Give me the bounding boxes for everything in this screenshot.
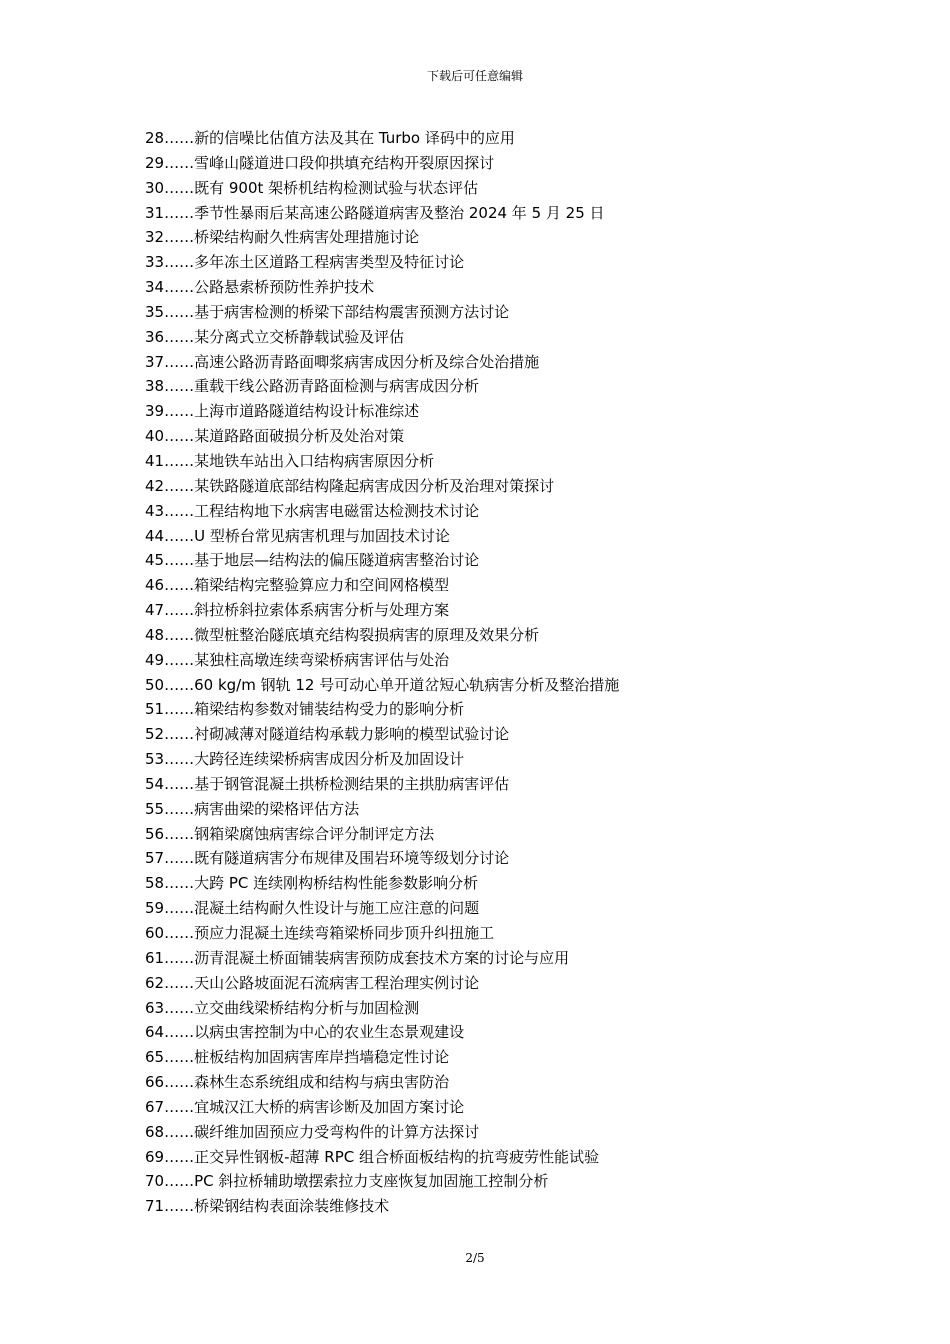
page-header	[0, 68, 950, 84]
toc-item: 47……斜拉桥斜拉索体系病害分析与处理方案	[145, 601, 450, 620]
toc-item: 42……某铁路隧道底部结构隆起病害成因分析及治理对策探讨	[145, 476, 555, 495]
toc-item: 38……重载干线公路沥青路面检测与病害成因分析	[145, 377, 480, 396]
page-number: 2/5	[465, 1251, 485, 1265]
toc-item: 56……钢箱梁腐蚀病害综合评分制评定方法	[145, 824, 435, 843]
toc-item: 57……既有隧道病害分布规律及围岩环境等级划分讨论	[145, 849, 510, 868]
toc-item: 39……上海市道路隧道结构设计标准综述	[145, 402, 420, 421]
toc-item: 29……雪峰山隧道进口段仰拱填充结构开裂原因探讨	[145, 153, 495, 172]
toc-item: 69……正交异性钢板-超薄 RPC 组合桥面板结构的抗弯疲劳性能试验	[145, 1147, 599, 1166]
toc-item: 54……基于钢管混凝土拱桥检测结果的主拱肋病害评估	[145, 774, 510, 793]
toc-item: 63……立交曲线梁桥结构分析与加固检测	[145, 998, 420, 1017]
toc-item: 31……季节性暴雨后某高速公路隧道病害及整治 2024 年 5 月 25 日	[145, 203, 605, 222]
toc-item: 28……新的信噪比估值方法及其在 Turbo 译码中的应用	[145, 129, 515, 147]
toc-item: 67……宜城汉江大桥的病害诊断及加固方案讨论	[145, 1097, 465, 1116]
toc-item: 46……箱梁结构完整验算应力和空间网格模型	[145, 576, 450, 595]
toc-item: 59……混凝土结构耐久性设计与施工应注意的问题	[145, 899, 480, 918]
toc-item: 55……病害曲梁的梁格评估方法	[145, 799, 360, 818]
toc-list	[145, 126, 865, 1219]
toc-item: 41……某地铁车站出入口结构病害原因分析	[145, 451, 435, 470]
toc-item: 30……既有 900t 架桥机结构检测试验与状态评估	[145, 178, 479, 197]
header-text: 下载后可任意编辑	[426, 69, 523, 83]
toc-item: 65……桩板结构加固病害库岸挡墙稳定性讨论	[145, 1048, 450, 1067]
toc-item: 43……工程结构地下水病害电磁雷达检测技术讨论	[145, 501, 480, 520]
toc-item: 32……桥梁结构耐久性病害处理措施讨论	[145, 228, 420, 247]
toc-item: 45……基于地层—结构法的偏压隧道病害整治讨论	[145, 551, 480, 570]
page-footer	[0, 1250, 950, 1266]
toc-item: 53……大跨径连续梁桥病害成因分析及加固设计	[145, 750, 465, 769]
toc-item: 60……预应力混凝土连续弯箱梁桥同步顶升纠扭施工	[145, 924, 495, 942]
toc-item: 52……衬砌减薄对隧道结构承载力影响的模型试验讨论	[145, 725, 510, 744]
toc-item: 62……天山公路坡面泥石流病害工程治理实例讨论	[145, 973, 480, 992]
toc-item: 51……箱梁结构参数对铺装结构受力的影响分析	[145, 700, 465, 719]
toc-item: 68……碳纤维加固预应力受弯构件的计算方法探讨	[145, 1122, 480, 1141]
toc-item: 44……U 型桥台常见病害机理与加固技术讨论	[145, 526, 450, 545]
toc-item: 70……PC 斜拉桥辅助墩摆索拉力支座恢复加固施工控制分析	[145, 1172, 549, 1191]
toc-item: 40……某道路路面破损分析及处治对策	[145, 427, 405, 446]
toc-item: 48……微型桩整治隧底填充结构裂损病害的原理及效果分析	[145, 625, 540, 644]
toc-item: 50……60 kg/m 钢轨 12 号可动心单开道岔短心轨病害分析及整治措施	[145, 675, 620, 694]
toc-item: 64……以病虫害控制为中心的农业生态景观建设	[145, 1023, 465, 1042]
toc-item: 71……桥梁钢结构表面涂装维修技术	[145, 1197, 390, 1216]
toc-item: 49……某独柱高墩连续弯梁桥病害评估与处治	[145, 650, 450, 669]
toc-item: 36……某分离式立交桥静载试验及评估	[145, 327, 405, 346]
toc-item: 33……多年冻土区道路工程病害类型及特征讨论	[145, 253, 465, 272]
toc-item: 37……高速公路沥青路面唧浆病害成因分析及综合处治措施	[145, 352, 540, 371]
toc-item: 61……沥青混凝土桥面铺装病害预防成套技术方案的讨论与应用	[145, 948, 570, 967]
toc-item: 35……基于病害检测的桥梁下部结构震害预测方法讨论	[145, 302, 510, 321]
toc-item: 34……公路悬索桥预防性养护技术	[145, 278, 375, 297]
toc-item: 66……森林生态系统组成和结构与病虫害防治	[145, 1073, 450, 1092]
toc-item: 58……大跨 PC 连续刚构桥结构性能参数影响分析	[145, 874, 479, 893]
